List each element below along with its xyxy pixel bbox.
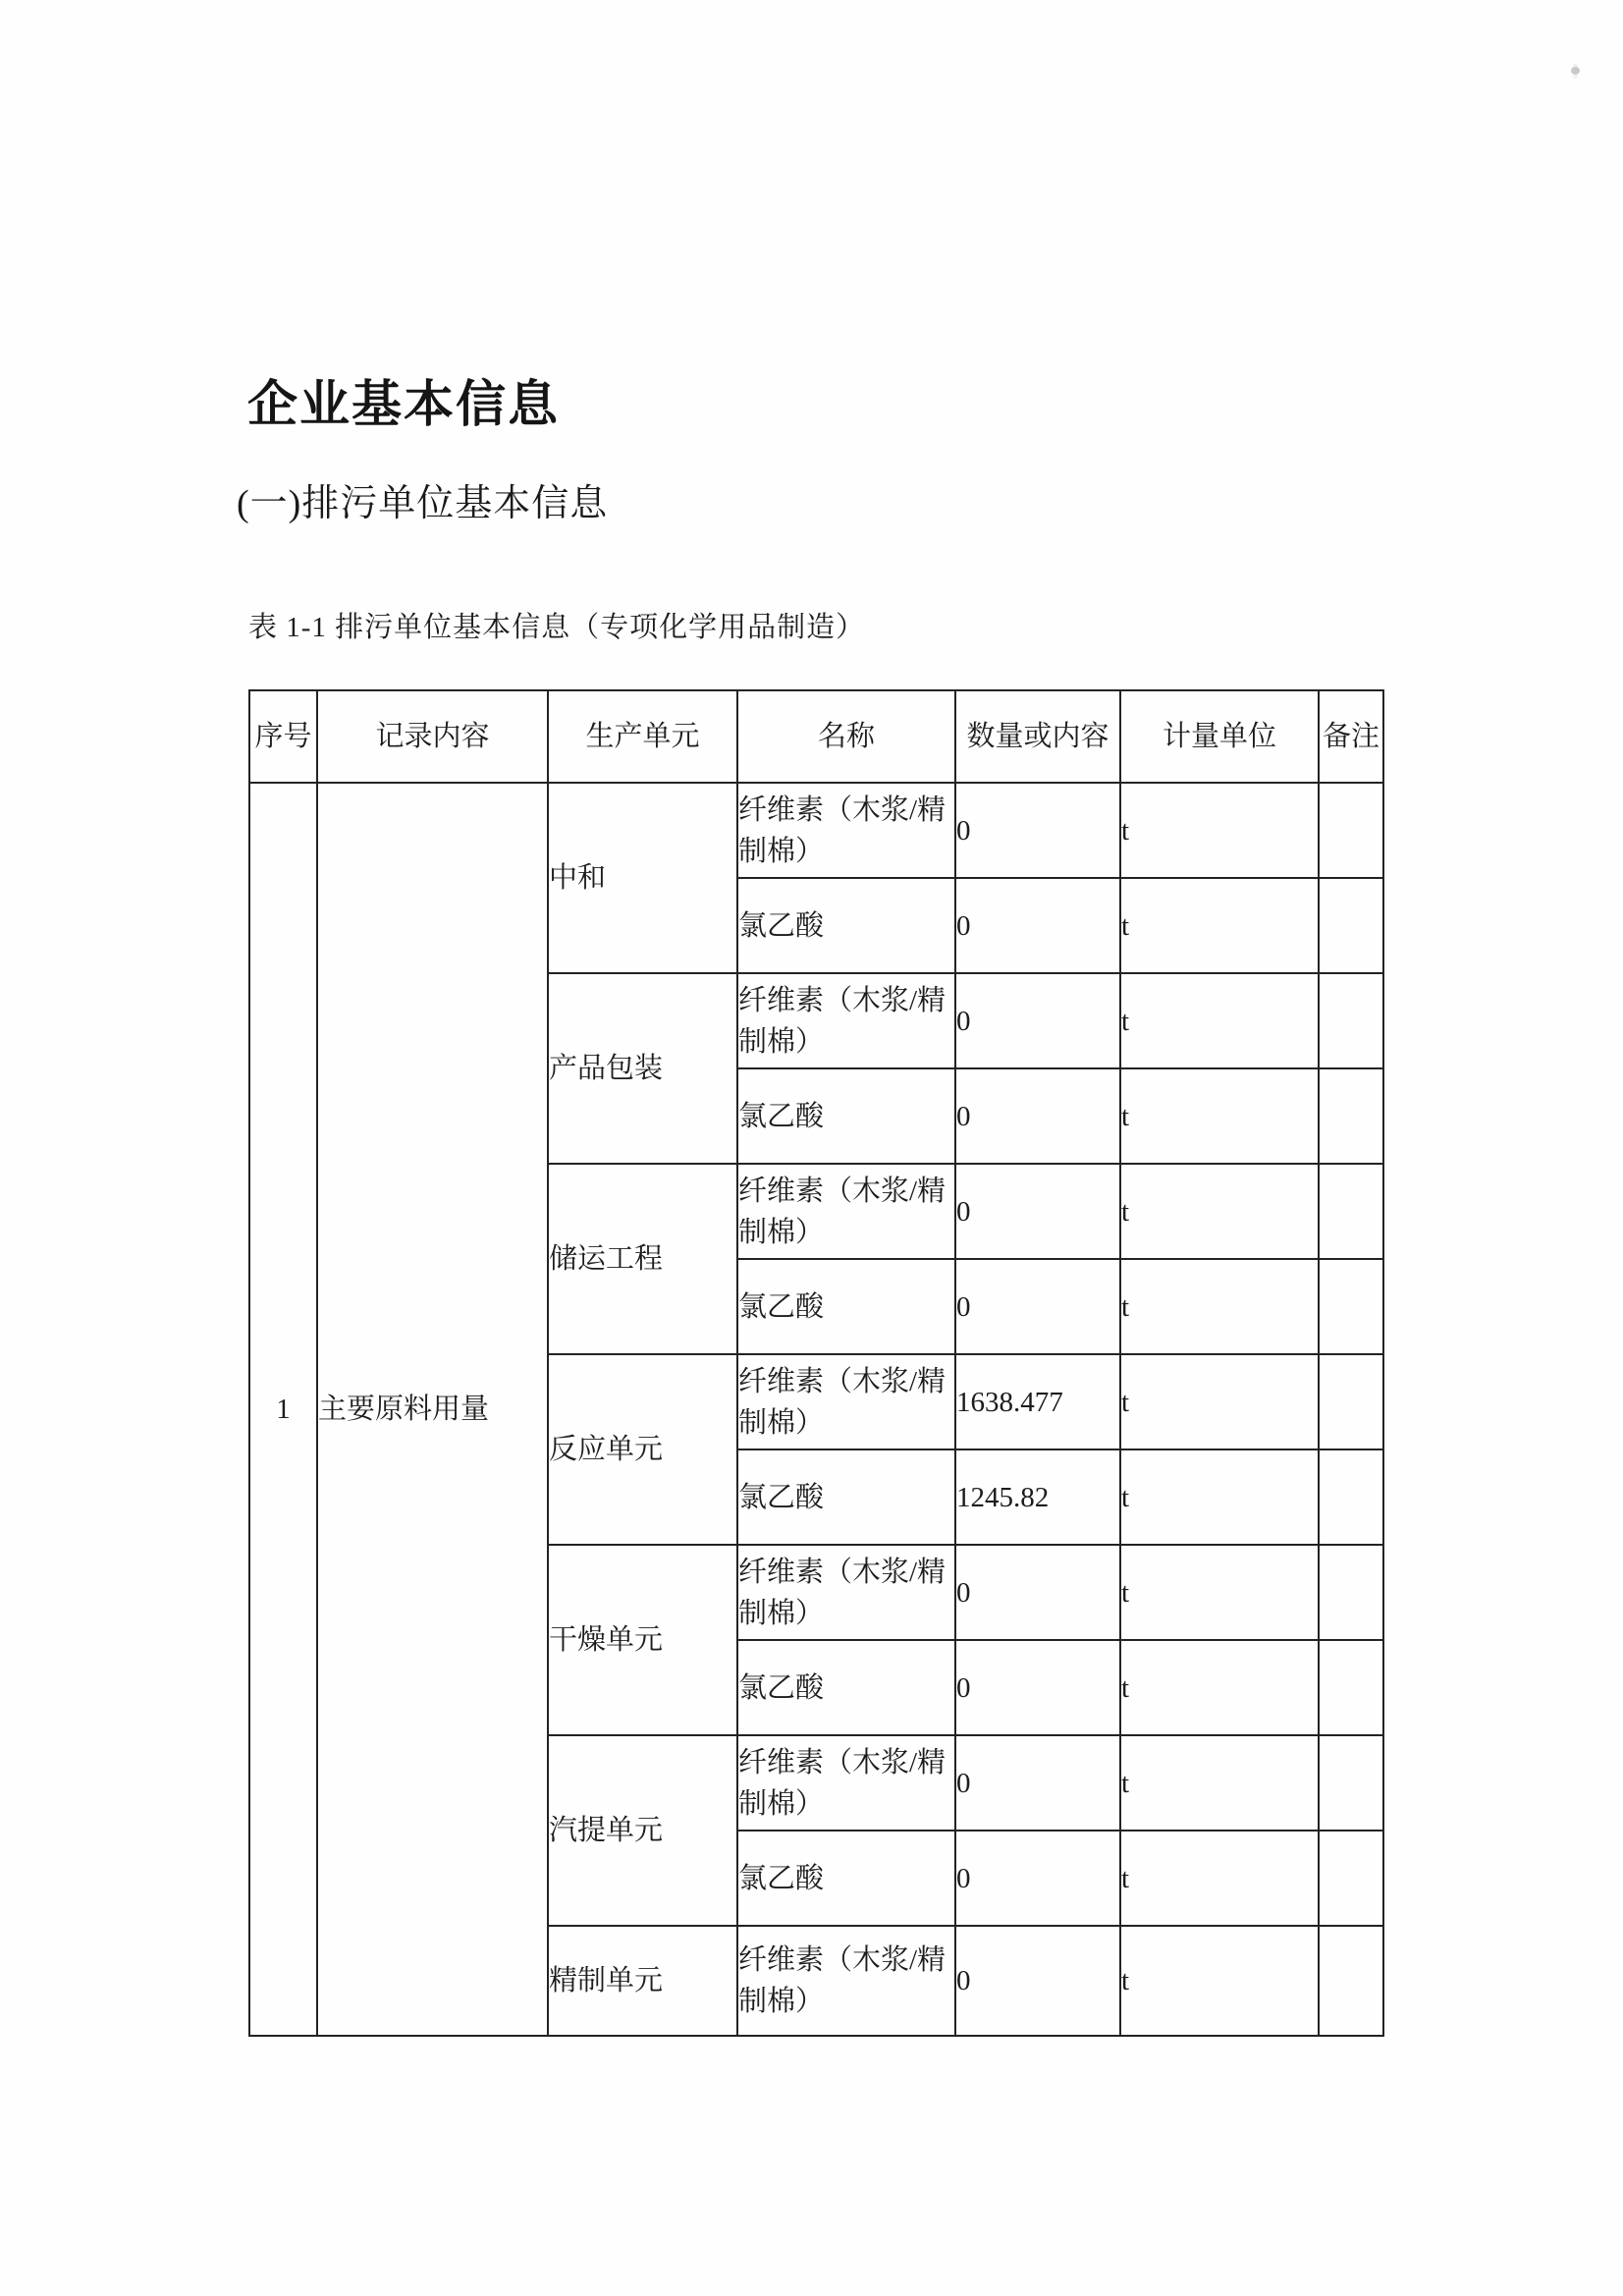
unit-cell: 精制单元 [548,1926,737,2036]
quantity-cell: 1638.477 [955,1354,1120,1449]
col-header-seq: 序号 [249,690,317,783]
measure-unit-cell: t [1120,783,1319,878]
material-name-cell: 纤维素（木浆/精制棉） [737,1735,955,1831]
unit-cell: 储运工程 [548,1164,737,1354]
material-name-cell: 氯乙酸 [737,1831,955,1926]
remark-cell [1319,878,1383,973]
material-name-cell: 氯乙酸 [737,1259,955,1354]
remark-cell [1319,1164,1383,1259]
material-name-cell: 纤维素（木浆/精制棉） [737,1164,955,1259]
material-name-cell: 纤维素（木浆/精制棉） [737,1354,955,1449]
quantity-cell: 0 [955,1259,1120,1354]
measure-unit-cell: t [1120,1735,1319,1831]
quantity-cell: 0 [955,1068,1120,1164]
measure-unit-cell: t [1120,973,1319,1068]
remark-cell [1319,1735,1383,1831]
unit-cell: 产品包装 [548,973,737,1164]
material-name-cell: 氯乙酸 [737,1449,955,1545]
col-header-measure: 计量单位 [1120,690,1319,783]
col-header-remark: 备注 [1319,690,1383,783]
measure-unit-cell: t [1120,1259,1319,1354]
unit-cell: 反应单元 [548,1354,737,1545]
material-name-cell: 氯乙酸 [737,1068,955,1164]
col-header-unit: 生产单元 [548,690,737,783]
remark-cell [1319,1545,1383,1640]
table-header-row [249,690,1383,783]
scan-artifact-dot [1571,67,1580,75]
quantity-cell: 0 [955,878,1120,973]
section-heading: (一)排污单位基本信息 [237,483,609,524]
seq-cell: 1 [249,783,317,2036]
quantity-cell: 0 [955,1926,1120,2036]
remark-cell [1319,1068,1383,1164]
measure-unit-cell: t [1120,1926,1319,2036]
quantity-cell: 0 [955,783,1120,878]
material-name-cell: 氯乙酸 [737,1640,955,1735]
measure-unit-cell: t [1120,1354,1319,1449]
unit-cell: 汽提单元 [548,1735,737,1926]
remark-cell [1319,1354,1383,1449]
measure-unit-cell: t [1120,878,1319,973]
material-name-cell: 氯乙酸 [737,878,955,973]
quantity-cell: 0 [955,973,1120,1068]
remark-cell [1319,1640,1383,1735]
material-name-cell: 纤维素（木浆/精制棉） [737,973,955,1068]
table-caption: 表 1-1 排污单位基本信息（专项化学用品制造） [248,612,866,643]
col-header-quantity: 数量或内容 [955,690,1120,783]
quantity-cell: 0 [955,1545,1120,1640]
measure-unit-cell: t [1120,1449,1319,1545]
basic-info-table [248,689,1384,2037]
quantity-cell: 0 [955,1164,1120,1259]
measure-unit-cell: t [1120,1068,1319,1164]
quantity-cell: 0 [955,1735,1120,1831]
material-name-cell: 纤维素（木浆/精制棉） [737,1545,955,1640]
unit-cell: 干燥单元 [548,1545,737,1735]
quantity-cell: 1245.82 [955,1449,1120,1545]
remark-cell [1319,1831,1383,1926]
remark-cell [1319,1926,1383,2036]
quantity-cell: 0 [955,1640,1120,1735]
quantity-cell: 0 [955,1831,1120,1926]
remark-cell [1319,973,1383,1068]
remark-cell [1319,1259,1383,1354]
col-header-name: 名称 [737,690,955,783]
material-name-cell: 纤维素（木浆/精制棉） [737,783,955,878]
table-row [249,783,1383,878]
measure-unit-cell: t [1120,1831,1319,1926]
page-title: 企业基本信息 [247,378,561,433]
record-content-cell: 主要原料用量 [317,783,548,2036]
material-name-cell: 纤维素（木浆/精制棉） [737,1926,955,2036]
measure-unit-cell: t [1120,1640,1319,1735]
unit-cell: 中和 [548,783,737,973]
remark-cell [1319,783,1383,878]
measure-unit-cell: t [1120,1164,1319,1259]
measure-unit-cell: t [1120,1545,1319,1640]
remark-cell [1319,1449,1383,1545]
col-header-record: 记录内容 [317,690,548,783]
